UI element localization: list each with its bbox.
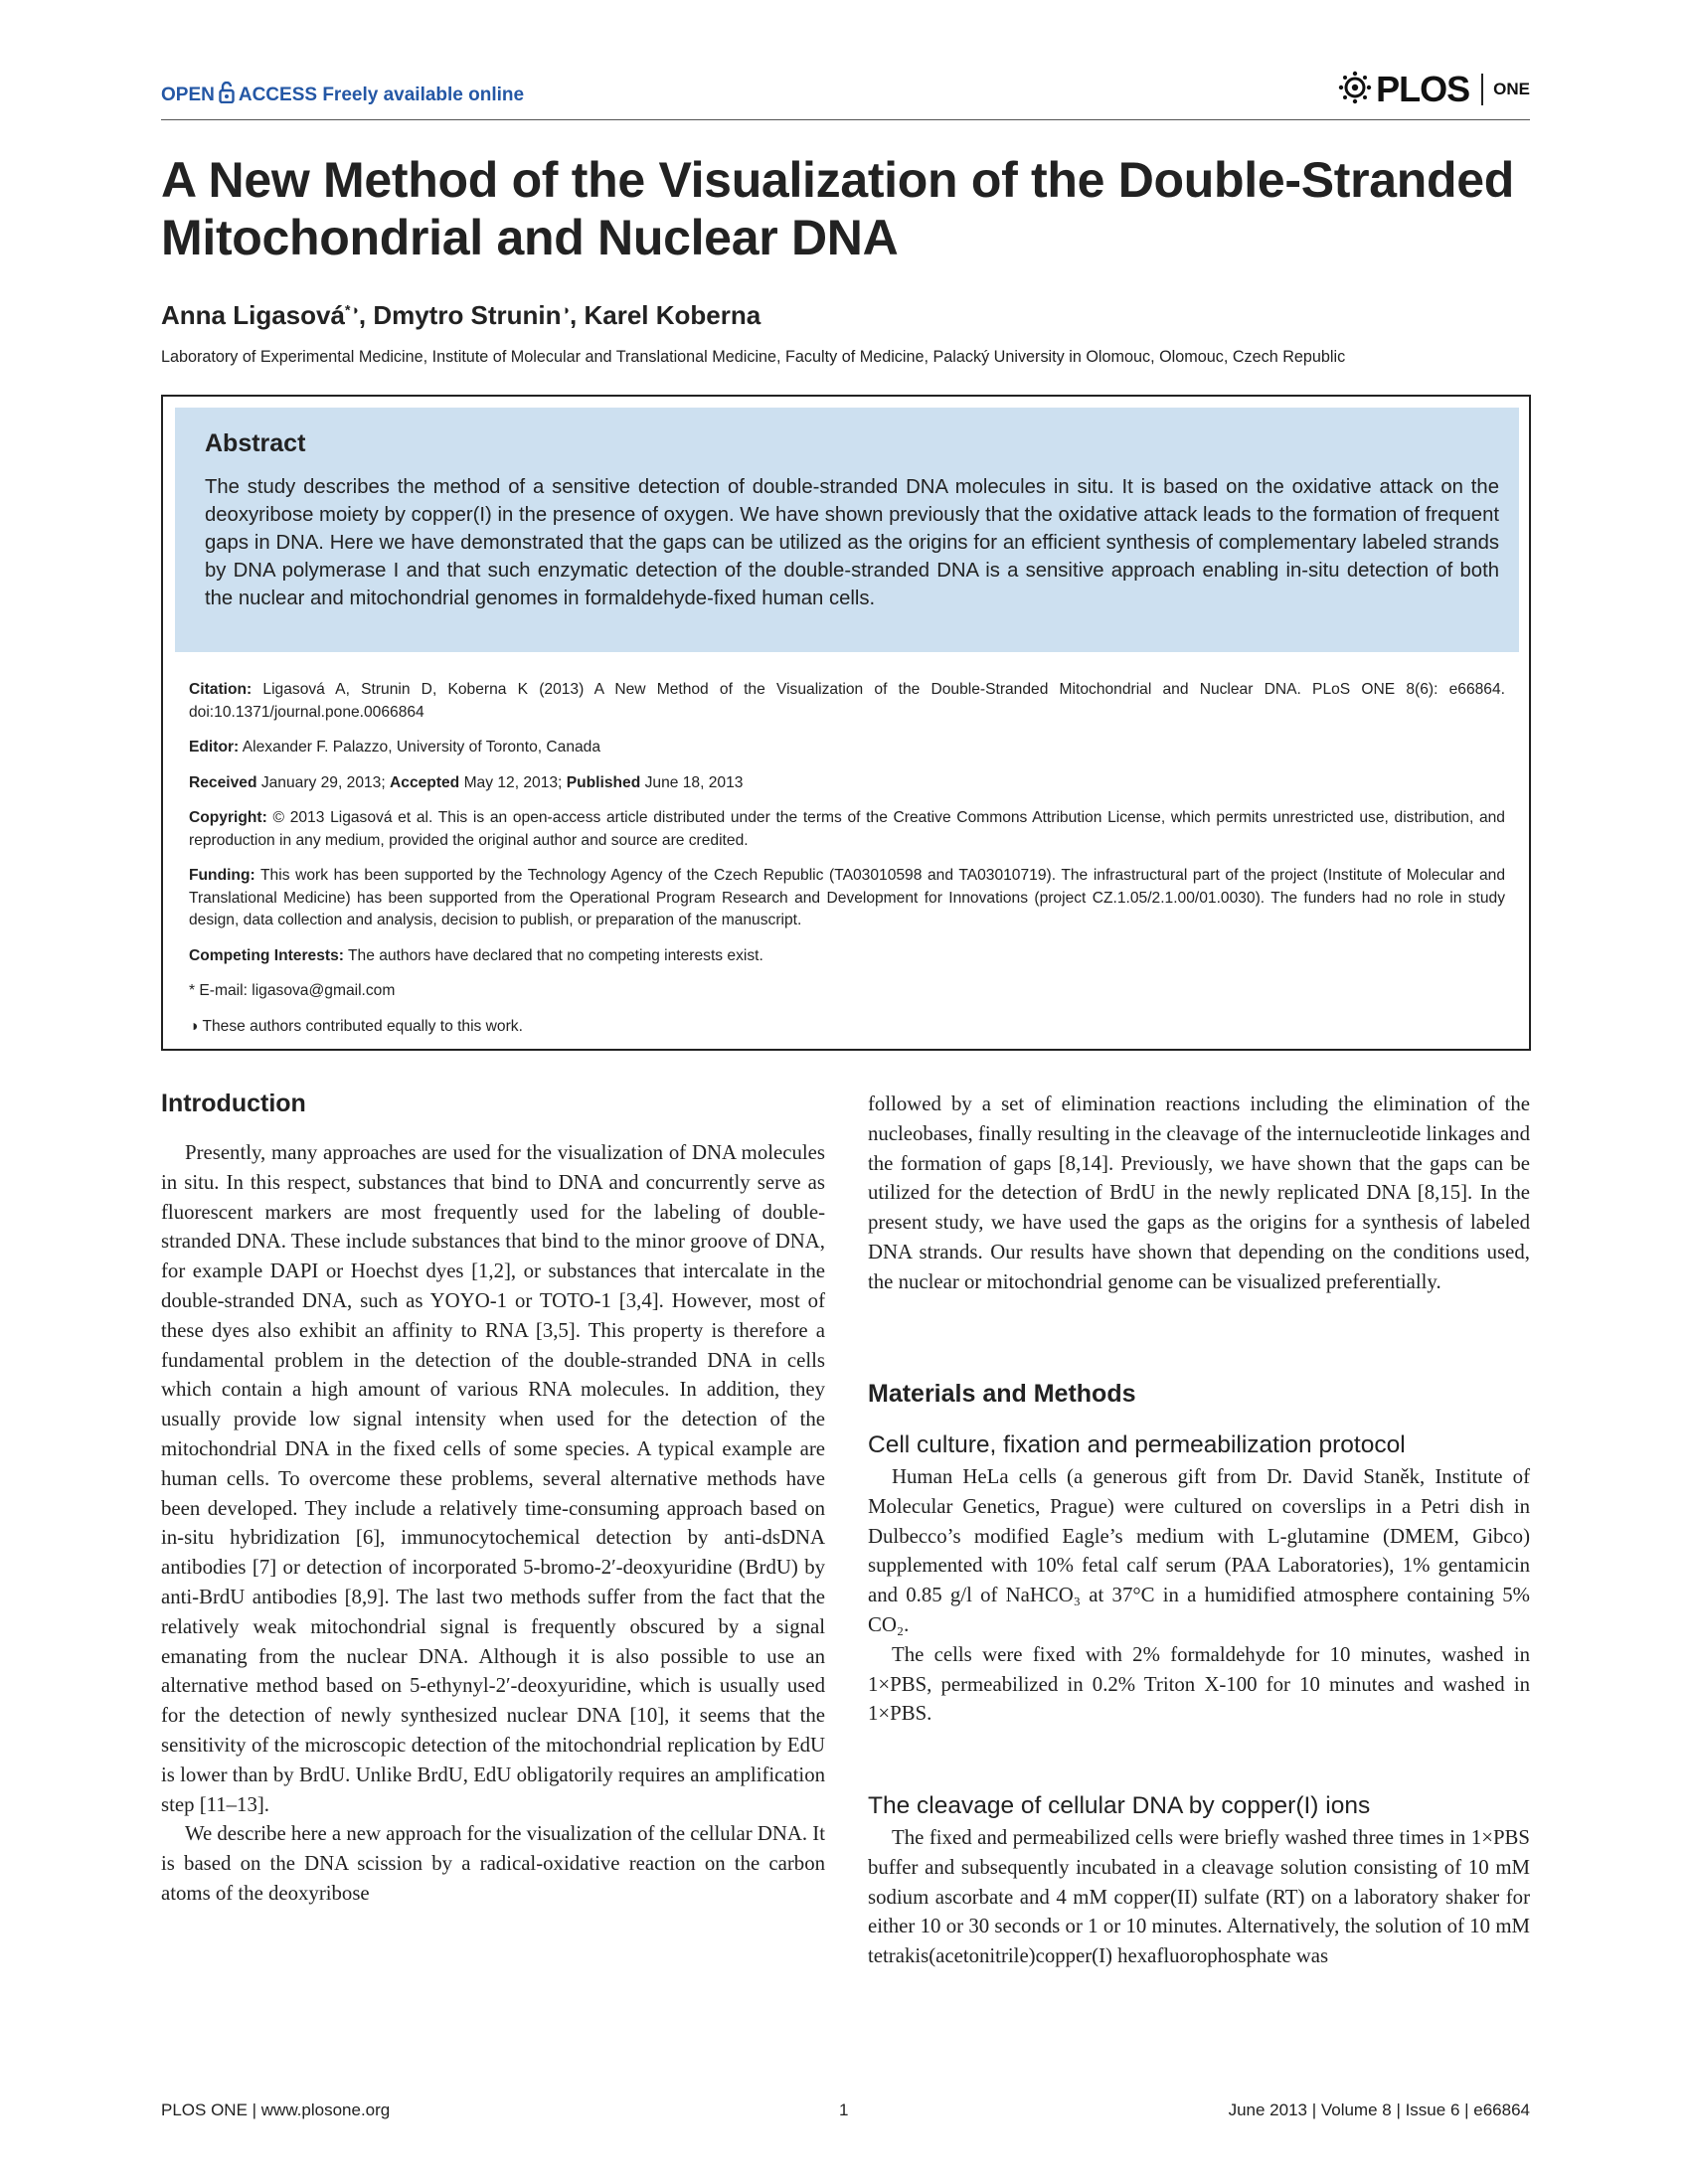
abstract-text: The study describes the method of a sensitive detection of double-stranded DNA molecules in situ. It is based on the oxidative attack on the deoxyribose moiety by copper(I) in the presence of oxygen. We have shown previously that the oxidative attack leads to the formation of frequent gaps in DNA. Here we have demonstrated that the gaps can be utilized as the origins for an efficient synthesis of complementary labeled strands by DNA polymerase I and that such enzymatic detection of the double-stranded DNA is a sensitive approach enabling in-situ detection of both the nuclear and mitochondrial genomes in formaldehyde-fixed human cells. [205, 476, 1499, 609]
funding: Funding: This work has been supported by the Technology Agency of the Czech Republic (TA03010598 and TA03010719). The infrastructural part of the project (Institute of Molecular and Translational Medicine) has been supported from the Operational Program Research and Development for Innovations (project CZ.1.05/2.1.00/01.0030). The funders had no role in study design, data collection and analysis, decision to publish, or preparation of the manuscript. [189, 867, 1505, 928]
open-access-right: ACCESS [238, 84, 318, 105]
page-number: 1 [839, 2100, 849, 2119]
open-access-banner [161, 82, 524, 109]
author-2: Dmytro Strunin [373, 300, 562, 330]
editor: Editor: Alexander F. Palazzo, University of Toronto, Canada [189, 739, 601, 756]
equal-contribution-icon: ◑ [189, 1017, 199, 1035]
cell-culture-paragraph-2: The cells were fixed with 2% formaldehyde for 10 minutes, washed in 1×PBS, permeabilized in 0.2% Triton X-100 for 10 minutes and washed in 1×PBS. [868, 1642, 1530, 1726]
introduction-body [161, 1138, 825, 1909]
affiliation: Laboratory of Experimental Medicine, Institute of Molecular and Translational Medicine, Faculty of Medicine, Palacký University in Olomouc, Olomouc, Czech Republic [161, 348, 1346, 366]
footer-issue: June 2013 | Volume 8 | Issue 6 | e66864 [1228, 2100, 1530, 2119]
logo-divider [1481, 74, 1483, 105]
equal-contribution-icon: ◑ [350, 301, 359, 318]
logo-one: ONE [1493, 80, 1530, 98]
plos-sun-icon [1338, 71, 1372, 109]
cell-culture-body [868, 1462, 1530, 1729]
article-metadata [189, 679, 1505, 1051]
author-1: Anna Ligasová [161, 300, 345, 330]
abstract-heading: Abstract [205, 429, 306, 457]
journal-header [161, 69, 1530, 117]
copyright: Copyright: © 2013 Ligasová et al. This is an open-access article distributed under the terms of the Creative Commons Attribution License, which permits unrestricted use, distribution, and reproduction in any medium, provided the original author and source are credited. [189, 809, 1505, 849]
subsection-dna-cleavage: The cleavage of cellular DNA by copper(I) ions [868, 1792, 1371, 1819]
plos-one-logo [1338, 70, 1530, 109]
article-title: A New Method of the Visualization of the Double-Stranded Mitochondrial and Nuclear DNA [161, 152, 1515, 265]
intro-continuation [868, 1090, 1530, 1297]
intro-paragraph-2: We describe here a new approach for the visualization of the cellular DNA. It is based on the DNA scission by a radical-oxidative reaction on the carbon atoms of the deoxyribose [161, 1822, 825, 1905]
dates: Received January 29, 2013; Accepted May 12, 2013; Published June 18, 2013 [189, 773, 744, 791]
author-list: Anna Ligasová*◑, Dmytro Strunin◑, Karel Koberna [161, 300, 761, 330]
subsection-cell-culture: Cell culture, fixation and permeabilization protocol [868, 1431, 1406, 1458]
methods-heading: Materials and Methods [868, 1380, 1136, 1408]
intro-paragraph-1: Presently, many approaches are used for the visualization of DNA molecules in situ. In this respect, substances that bind to DNA and concurrently serve as fluorescent markers are most frequently used for the labeling of double-stranded DNA. These include substances that bind to the minor groove of DNA, for example DAPI or Hoechst dyes [1,2], or substances that intercalate in the double-stranded DNA, such as YOYO-1 or TOTO-1 [3,4]. However, most of these dyes also exhibit an affinity to RNA [3,5]. This property is therefore a fundamental problem in the detection of the double-stranded DNA in cells which contain a high amount of various RNA molecules. In addition, they usually provide low signal intensity when used for the detection of the mitochondrial DNA in the fixed cells of some species. A typical example are human cells. To overcome these problems, several alternative methods have been developed. They include a relatively time-consuming approach based on in-situ hybridization [6], immunocytochemical detection by anti-dsDNA antibodies [7] or detection of incorporated 5-bromo-2′-deoxyuridine (BrdU) by anti-BrdU antibodies [8,9]. The last two methods suffer from the fact that the relatively weak mitochondrial signal is frequently obscured by a signal emanating from the nuclear DNA. Although it is also possible to use an alternative method based on 5-ethynyl-2′-deoxyuridine, which is usually used for the detection of newly synthesized nuclear DNA [10], it seems that the sensitivity of the microscopic detection of the mitochondrial replication by EdU is lower than by BrdU. Unlike BrdU, EdU obligatorily requires an amplification step [11–13]. [161, 1141, 825, 1816]
email: * E-mail: ligasova@gmail.com [189, 982, 396, 999]
open-lock-icon [219, 82, 235, 109]
freely-available: Freely available online [322, 84, 525, 105]
citation: Citation: Ligasová A, Strunin D, Koberna K (2013) A New Method of the Visualization of the Double-Stranded Mitochondrial and Nuclear DNA. PLoS ONE 8(6): e66864. doi:10.1371/journal.pone.0066864 [189, 681, 1505, 721]
competing-interests: Competing Interests: The authors have declared that no competing interests exist. [189, 946, 763, 964]
logo-plos: PLOS [1376, 69, 1470, 109]
dna-cleavage-paragraph-1: The fixed and permeabilized cells were briefly washed three times in 1×PBS buffer and subsequently incubated in a cleavage solution consisting of 10 mM sodium ascorbate and 4 mM copper(II) sulfate (RT) on a laboratory shaker for either 10 or 30 seconds or 1 or 10 minutes. Alternatively, the solution of 10 mM tetrakis(acetonitrile)copper(I) hexafluorophosphate was [868, 1826, 1530, 1968]
dna-cleavage-body [868, 1823, 1530, 1971]
corresponding-mark: * [344, 301, 351, 318]
intro-paragraph-3: followed by a set of elimination reactions including the elimination of the nucleobases, finally resulting in the cleavage of the internucleotide linkages and the formation of gaps [8,14]. Previously, we have shown that the gaps can be utilized for the detection of BrdU in the newly replicated DNA [8,15]. In the present study, we have used the gaps as the origins for a synthesis of labeled DNA strands. Our results have shown that depending on the conditions used, the nuclear or mitochondrial genome can be visualized preferentially. [868, 1092, 1530, 1293]
cell-culture-paragraph-1: Human HeLa cells (a generous gift from Dr. David Staněk, Institute of Molecular Genetics, Prague) were cultured on coverslips in a Petri dish in Dulbecco’s modified Eagle’s medium with L-glutamine (DMEM, Gibco) supplemented with 10% fetal calf serum (PAA Laboratories), 1% gentamicin and 0.85 g/l of NaHCO₃ at 37°C in a humidified atmosphere containing 5% CO₂. [868, 1465, 1530, 1636]
author-3: Karel Koberna [584, 300, 761, 330]
equal-contribution-icon: ◑ [561, 301, 571, 318]
equal-contribution-note: ◑ These authors contributed equally to this work. [189, 1017, 523, 1035]
open-access-left: OPEN [161, 84, 215, 105]
footer-journal: PLOS ONE | www.plosone.org [161, 2100, 391, 2119]
abstract-panel [175, 408, 1519, 652]
article-info-box [161, 395, 1531, 1051]
introduction-heading: Introduction [161, 1090, 306, 1117]
header-rule [161, 119, 1530, 120]
